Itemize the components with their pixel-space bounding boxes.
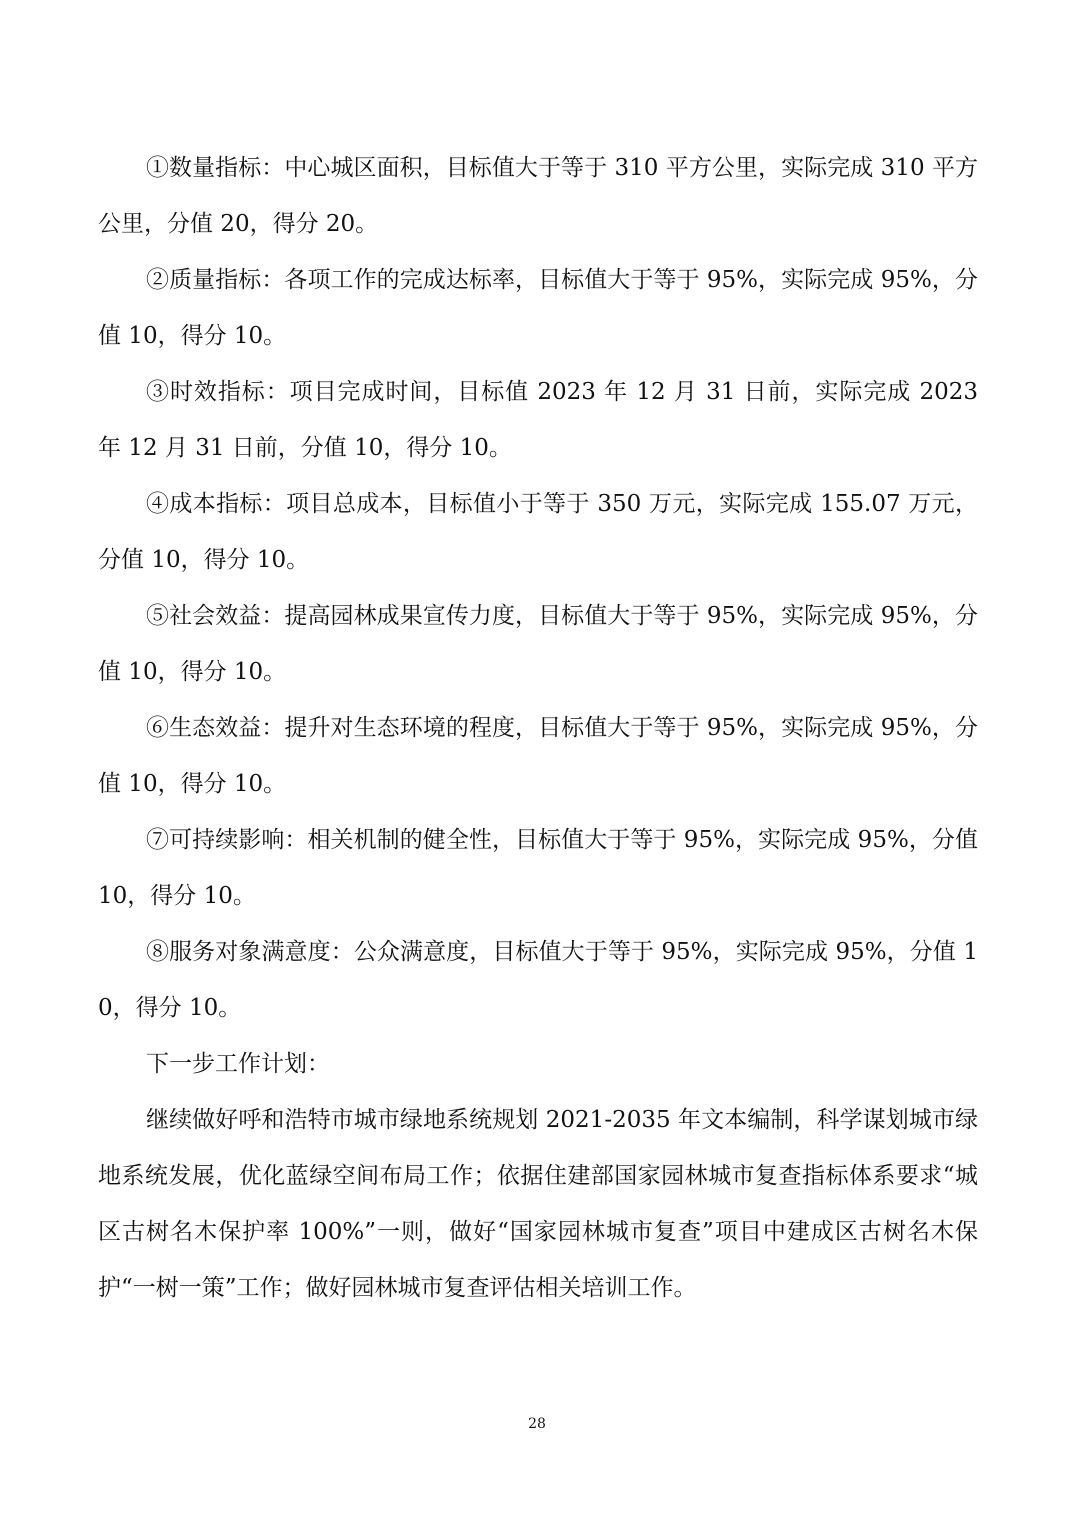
page-number: 28 <box>528 1416 546 1432</box>
indicator-cost-paragraph: ④成本指标：项目总成本，目标值小于等于 350 万元，实际完成 155.07 万元，分值 10，得分 10。 <box>98 491 978 573</box>
next-steps-heading: 下一步工作计划： <box>146 1051 330 1077</box>
indicator-sustainability-paragraph: ⑦可持续影响：相关机制的健全性，目标值大于等于 95%，实际完成 95%，分值 10，得分 10。 <box>98 827 978 909</box>
document-body <box>98 140 978 1316</box>
indicator-quantity-paragraph: ①数量指标：中心城区面积，目标值大于等于 310 平方公里，实际完成 310 平方公里，分值 20，得分 20。 <box>98 155 978 237</box>
indicator-timeliness-paragraph: ③时效指标：项目完成时间，目标值 2023 年 12 月 31 日前，实际完成 2023 年 12 月 31 日前，分值 10，得分 10。 <box>98 379 978 461</box>
indicator-ecological-benefit-paragraph: ⑥生态效益：提升对生态环境的程度，目标值大于等于 95%，实际完成 95%，分值 10，得分 10。 <box>98 715 978 797</box>
next-steps-paragraph: 继续做好呼和浩特市城市绿地系统规划 2021-2035 年文本编制，科学谋划城市绿地系统发展，优化蓝绿空间布局工作；依据住建部国家园林城市复查指标体系要求“城区古树名木保护率 100%”一则，做好“国家园林城市复查”项目中建成区古树名木保护“一树一策”工作；做好园林城市复查评估相关培训工作。 <box>98 1107 978 1301</box>
indicator-social-benefit-paragraph: ⑤社会效益：提高园林成果宣传力度，目标值大于等于 95%，实际完成 95%，分值 10，得分 10。 <box>98 603 978 685</box>
indicator-quality-paragraph: ②质量指标：各项工作的完成达标率，目标值大于等于 95%，实际完成 95%，分值 10，得分 10。 <box>98 267 978 349</box>
indicator-satisfaction-paragraph: ⑧服务对象满意度：公众满意度，目标值大于等于 95%，实际完成 95%，分值 10，得分 10。 <box>98 939 978 1021</box>
